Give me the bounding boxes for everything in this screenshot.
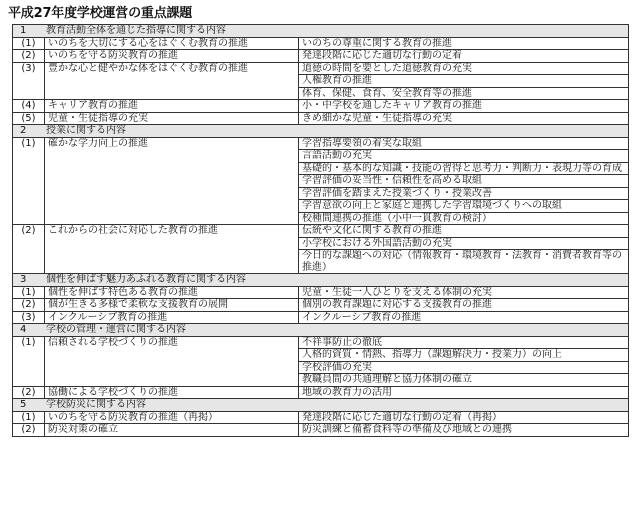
section-header-cell bbox=[13, 399, 629, 412]
item-number: (1) bbox=[13, 411, 45, 424]
item-number: (3) bbox=[13, 311, 45, 324]
item-title: 防災対策の確立 bbox=[45, 424, 299, 437]
priority-table bbox=[12, 24, 629, 437]
table-row bbox=[13, 411, 629, 424]
item-number: (1) bbox=[13, 37, 45, 50]
item-detail: 学校評価の充実 bbox=[299, 361, 629, 374]
item-detail: 発達段階に応じた適切な行動の定着（再掲） bbox=[299, 411, 629, 424]
item-number: (2) bbox=[13, 50, 45, 63]
table-row bbox=[13, 286, 629, 299]
item-title: 豊かな心と健やかな体をはぐくむ教育の推進 bbox=[45, 62, 299, 100]
table-row bbox=[13, 424, 629, 437]
item-detail: 体育、保健、食育、安全教育等の推進 bbox=[299, 87, 629, 100]
item-detail: 校種間連携の推進（小中一貫教育の検討） bbox=[299, 212, 629, 225]
page-title: 平成27年度学校運営の重点課題 bbox=[8, 6, 193, 21]
item-detail: 基礎的・基本的な知識・技能の習得と思考力・判断力・表現力等の育成 bbox=[299, 162, 629, 175]
item-detail: 学習評価の妥当性・信頼性を高める取組 bbox=[299, 175, 629, 188]
item-number: (4) bbox=[13, 100, 45, 113]
item-number: (2) bbox=[13, 299, 45, 312]
table-row bbox=[13, 100, 629, 113]
item-detail: 小・中学校を通したキャリア教育の推進 bbox=[299, 100, 629, 113]
item-number: (1) bbox=[13, 137, 45, 225]
item-title: 個性を伸ばす特色ある教育の推進 bbox=[45, 286, 299, 299]
table-row bbox=[13, 50, 629, 63]
item-number: (1) bbox=[13, 286, 45, 299]
section-header-cell bbox=[13, 125, 629, 138]
item-title: インクルーシブ教育の推進 bbox=[45, 311, 299, 324]
item-detail: 人格的資質・情熱、指導力（課題解決力・授業力）の向上 bbox=[299, 349, 629, 362]
item-title: いのちを守る防災教育の推進（再掲） bbox=[45, 411, 299, 424]
table-row bbox=[13, 137, 629, 150]
item-number: (3) bbox=[13, 62, 45, 100]
table-row bbox=[13, 225, 629, 238]
item-detail: きめ細かな児童・生徒指導の充実 bbox=[299, 112, 629, 125]
section-header-row bbox=[13, 324, 629, 337]
section-number: 2 bbox=[20, 125, 27, 136]
item-title: これからの社会に対応した教育の推進 bbox=[45, 225, 299, 274]
item-detail: 今日的な課題への対応（情報教育・環境教育・法教育・消費者教育等の推進） bbox=[299, 250, 629, 274]
section-header-row bbox=[13, 399, 629, 412]
item-detail: 児童・生徒一人ひとりを支える体制の充実 bbox=[299, 286, 629, 299]
item-detail: 人権教育の推進 bbox=[299, 75, 629, 88]
item-detail: 不祥事防止の徹底 bbox=[299, 336, 629, 349]
table-row bbox=[13, 386, 629, 399]
item-detail: 言語活動の充実 bbox=[299, 150, 629, 163]
section-heading: 授業に関する内容 bbox=[46, 125, 126, 136]
item-number: (5) bbox=[13, 112, 45, 125]
item-detail: 個別の教育課題に対応する支援教育の推進 bbox=[299, 299, 629, 312]
section-number: 3 bbox=[20, 274, 27, 285]
item-detail: 学習評価を踏まえた授業づくり・授業改善 bbox=[299, 187, 629, 200]
item-detail: 地域の教育力の活用 bbox=[299, 386, 629, 399]
item-title: 個が生きる多様で柔軟な支援教育の展開 bbox=[45, 299, 299, 312]
section-header-cell bbox=[13, 274, 629, 287]
item-title: いのちを守る防災教育の推進 bbox=[45, 50, 299, 63]
item-title: 児童・生徒指導の充実 bbox=[45, 112, 299, 125]
item-detail: 道徳の時間を要とした道徳教育の充実 bbox=[299, 62, 629, 75]
table-row bbox=[13, 112, 629, 125]
section-number: 5 bbox=[20, 399, 27, 410]
table-row bbox=[13, 37, 629, 50]
section-header-cell bbox=[13, 324, 629, 337]
item-detail: インクルーシブ教育の推進 bbox=[299, 311, 629, 324]
item-title: 信頼される学校づくりの推進 bbox=[45, 336, 299, 386]
section-number: 1 bbox=[20, 25, 27, 36]
item-detail: 教職員間の共通理解と協力体制の確立 bbox=[299, 374, 629, 387]
item-detail: いのちの尊重に関する教育の推進 bbox=[299, 37, 629, 50]
item-detail: 防災訓練と備蓄食料等の準備及び地域との連携 bbox=[299, 424, 629, 437]
item-detail: 学習指導要領の着実な取組 bbox=[299, 137, 629, 150]
table-row bbox=[13, 299, 629, 312]
section-heading: 学校防災に関する内容 bbox=[46, 399, 146, 410]
item-detail: 小学校における外国語活動の充実 bbox=[299, 237, 629, 250]
section-heading: 個性を伸ばす魅力あふれる教育に関する内容 bbox=[46, 274, 246, 285]
section-header-row bbox=[13, 25, 629, 38]
item-title: キャリア教育の推進 bbox=[45, 100, 299, 113]
section-header-cell bbox=[13, 25, 629, 38]
section-heading: 教育活動全体を通じた指導に関する内容 bbox=[46, 25, 226, 36]
item-title: いのちを大切にする心をはぐくむ教育の推進 bbox=[45, 37, 299, 50]
item-detail: 発達段階に応じた適切な行動の定着 bbox=[299, 50, 629, 63]
item-detail: 伝統や文化に関する教育の推進 bbox=[299, 225, 629, 238]
section-number: 4 bbox=[20, 324, 27, 335]
item-title: 確かな学力向上の推進 bbox=[45, 137, 299, 225]
section-header-row bbox=[13, 274, 629, 287]
item-title: 協働による学校づくりの推進 bbox=[45, 386, 299, 399]
item-number: (1) bbox=[13, 336, 45, 386]
item-number: (2) bbox=[13, 225, 45, 274]
section-header-row bbox=[13, 125, 629, 138]
section-heading: 学校の管理・運営に関する内容 bbox=[46, 324, 186, 335]
table-row bbox=[13, 336, 629, 349]
item-number: (2) bbox=[13, 386, 45, 399]
table-row bbox=[13, 311, 629, 324]
item-number: (2) bbox=[13, 424, 45, 437]
table-row bbox=[13, 62, 629, 75]
item-detail: 学習意欲の向上と家庭と連携した学習環境づくりへの取組 bbox=[299, 200, 629, 213]
